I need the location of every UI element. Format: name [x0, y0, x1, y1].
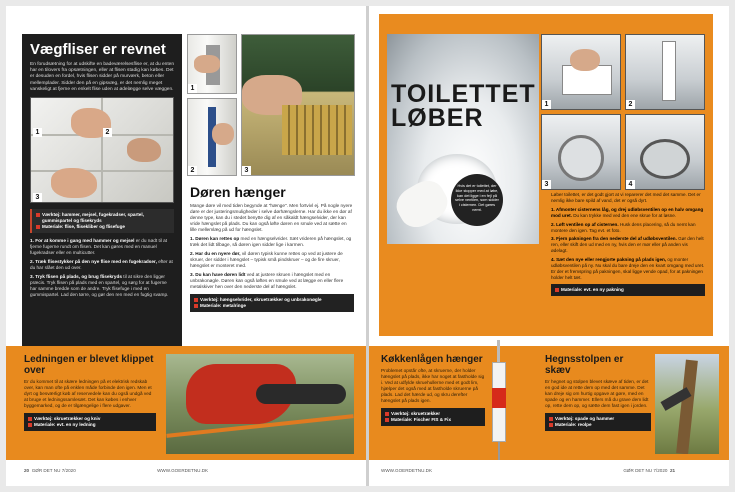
door-materials: Materiale: metalringe [200, 303, 246, 308]
toilet-article [379, 14, 713, 336]
cabinet-article [381, 354, 485, 426]
fence-article [545, 354, 651, 431]
toilet-materials-box [551, 284, 705, 296]
cistern-photo-3: 3 [541, 114, 621, 190]
toilet-tip-bubble: Hvis det er toilettet, der ikke stopper med at løbe, kan det ligge i en fejl på selve ventilen, som sidder i cisternen. Det gøres nemt. [451, 174, 503, 226]
tile-steps [30, 238, 174, 298]
right-footer: WWW.GOERDETNU.DK GØR DET NU 7/2020 21 [381, 468, 676, 473]
cabinet-tools: Værktøj: skruetrækker [391, 411, 441, 416]
tile-photo [30, 97, 174, 203]
cabinet-article-title: Køkkenlågen hænger [381, 354, 483, 365]
door-step: 2. Har du en nyere dør, vil døren typisk kunne rettes op ved at justere de skruer, der sidder i hængslet – typisk små pindskruer – og de fire skruer, hængslet er monteret med. [190, 251, 343, 268]
cable-article-title: Ledningen er blevet klippet over [24, 354, 154, 376]
toilet-title: TOILETTET LØBER [391, 80, 536, 132]
door-photo-3: 3 [241, 34, 355, 176]
bullet-square-icon [385, 418, 389, 422]
tile-article [22, 34, 182, 346]
cable-tools-box [24, 413, 156, 431]
left-footer: 20 GØR DET NU 7/2020 WWW.GOERDETNU.DK [24, 468, 209, 473]
step-number-3: 3 [33, 193, 42, 202]
cistern-photo-1: 1 [541, 34, 621, 110]
tile-tools-box [30, 209, 174, 233]
glue-syringe-icon [489, 340, 509, 460]
fence-tools: Værktøj: spade og hammer [555, 416, 615, 421]
fence-photo [655, 354, 719, 454]
tile-step: 2. Træk flisestykker på den nye flise med en fugekradser, efter at du har slået den ud over. [30, 259, 173, 271]
left-page [6, 6, 366, 486]
door-photo-1: 1 [187, 34, 237, 94]
tile-article-intro: En forudsætning for at udskifte en badeværelsesflise er, at du enten har en tilovers fra opsætningen, eller at flisen stadig kan købes. Det er desuden en fordel, hvis flisen sidder på murværk, beton eller mellemplader. Sidder den på en gipsvæg, er det nemlig meget vanskeligt at fjerne en enkelt flise uden at ødelægge selve væggen. [30, 62, 174, 92]
tile-step: 1. For at komme i gang med hammer og mejsel er du nødt til at fjerne fugerne rundt om flisen. Det kan gøres med en manuel fugekradser eller en multicutter. [30, 238, 168, 256]
tile-article-title: Vægfliser er revnet [30, 41, 166, 58]
bottom-strip [369, 346, 729, 460]
trimmer-photo [166, 354, 354, 454]
bullet-square-icon [36, 225, 40, 229]
bullet-square-icon [385, 412, 389, 416]
bullet-square-icon [194, 304, 198, 308]
tile-tools: Værktøj: hammer, mejsel, fugekradser, spartel, gummispartel og flisekryds [42, 212, 144, 224]
toilet-photo [387, 34, 539, 244]
cabinet-tools-box [381, 408, 485, 426]
fence-tools-box [545, 413, 651, 431]
toilet-intro: Løber toilettet, er det godt gjort at vi reparerer det med det samme. Det er nemlig ikke bare spild af vand, det er også dyrt. [551, 192, 701, 203]
door-step: 1. Døren kan rettes op med en hængselvrider. Sæt vrideren på hængslet, og træk det lidt tilbage, så døren igen sidder lige i karmen. [190, 236, 352, 247]
toilet-step: 3. Fjern pakningen fra den nederste del af udløbsventilen. Gør den helt ren, eller skift den ud med en ny, hvis den er mør eller på anden vis ødelagt. [551, 236, 704, 254]
door-article-intro: Mange døre vil med tiden begynde at "hænge". Men fortvivl ej. På nogle nyere døre er der justeringsmuligheder i selve dørhængslerne. Har du ikke en dør af denne type, kan du i stedet benytte dig af en såkaldt hængselvider, der kan vride hængslet på plads. Du kan også løfte døren en smule ved at sætte en lille mellemlæg på ud for hængslet. [190, 203, 353, 232]
bullet-square-icon [549, 417, 553, 421]
door-tools: Værktøj: hængselvrider, skruetrækker og unbrakonøgle [200, 297, 322, 302]
toilet-step: 4. Sæt den nye eller rengjorte pakning på plads igen, og monter udløbsventilen på ny. Nu skal du bare dreje den en kvart omgang med uret. Er der et fremspring på pakningen, skal ligge vende opad, for at pakningen holder helt tæt. [551, 257, 705, 280]
fence-article-text: Er hegnet og stolpen blevet skæve af tiden, er det en god ide at rette dem op med det samme. Det kan dreje sig om hurtig opgave at gøre, med en spade og en hammer. Ellers må du grave dem lidt op, rette dem op, og sætte dem fast igen i jorden. [545, 379, 649, 408]
cistern-photos [541, 34, 705, 190]
door-photos [187, 34, 355, 178]
door-tools-box [190, 294, 354, 312]
door-photo-2: 2 [187, 98, 237, 176]
cable-materials: Materiale: evt. en ny ledning [34, 422, 96, 427]
bullet-square-icon [36, 213, 40, 217]
tile-step: 3. Tryk flisen på plads, og brug flisekryds til at sikre den ligger præcis. Tryk flisen på plads med en spartel, og sørg for at fugerne har samme bredde som de andre. Tryk flisefuge i med en gummispartel. Lad den tørre, og gør den ren med en fugtig svamp. [30, 274, 169, 298]
toilet-step: 2. Løft ventilen op af cisternen. Husk dens placering, så du nemt kan montere den igen. Tag evt. et foto. [551, 221, 696, 233]
tile-materials: Materiale: flise, flisekliber og flisefuge [42, 224, 125, 230]
cistern-photo-2: 2 [625, 34, 705, 110]
bullet-square-icon [194, 298, 198, 302]
cable-article [6, 346, 366, 460]
bullet-square-icon [549, 423, 553, 427]
door-article [190, 184, 354, 312]
fence-materials: Materiale: reolpe [555, 422, 592, 427]
cabinet-article-text: Problemet opstår ofte, at skruerne, der holder hængslet på plads, ikke har noget at fastholde sig i. Ved at udfylde skruehullerne med et godt lim, hjælper det også med at fastholde skruerne på plads. Lad det hærde ud, og skru derefter hængslet på plads igen. [381, 368, 485, 403]
door-step: 3. Du kan have døren lidt ved at justere skruen i hængslet med en unbrakonøgle. Døren kan også løftes en smule ved at lægge en eller flere metalskiver hen over den nederste del af hængslet. [190, 272, 344, 289]
bullet-square-icon [555, 288, 559, 292]
cabinet-materials: Materiale: Fischer FIS & Fix [391, 417, 451, 422]
cable-tools: Værktøj: skruetrækker og kniv [34, 416, 101, 421]
step-number-1: 1 [33, 128, 42, 137]
bullet-square-icon [28, 423, 32, 427]
bullet-square-icon [28, 417, 32, 421]
step-number-2: 2 [103, 128, 112, 137]
cable-article-text: Er du kommet til at skære ledningen på et elektrisk redskab over, kan man ofte på enklen måde forbinde den igen. Men et dyrt og besværligt køb af reservedele kan du også undgå ved at bruge et ledningssamlesæt. Det kan købes i enhver byggemarked, og de er tilgængelige i flere udgaver. [24, 379, 152, 408]
toilet-materials: Materiale: evt. en ny pakning [561, 286, 624, 292]
fence-article-title: Hegnsstolpen er skæv [545, 354, 624, 376]
door-article-title: Døren hænger [190, 184, 286, 200]
cistern-photo-4: 4 [625, 114, 705, 190]
toilet-text [551, 192, 705, 296]
right-page [369, 6, 729, 486]
toilet-step: 1. Afmonter cisternens låg, og drej udløbsventilen op en halv omgang mod uret. Du kan trykke med ved den ene skrue for at løsne. [551, 206, 704, 218]
